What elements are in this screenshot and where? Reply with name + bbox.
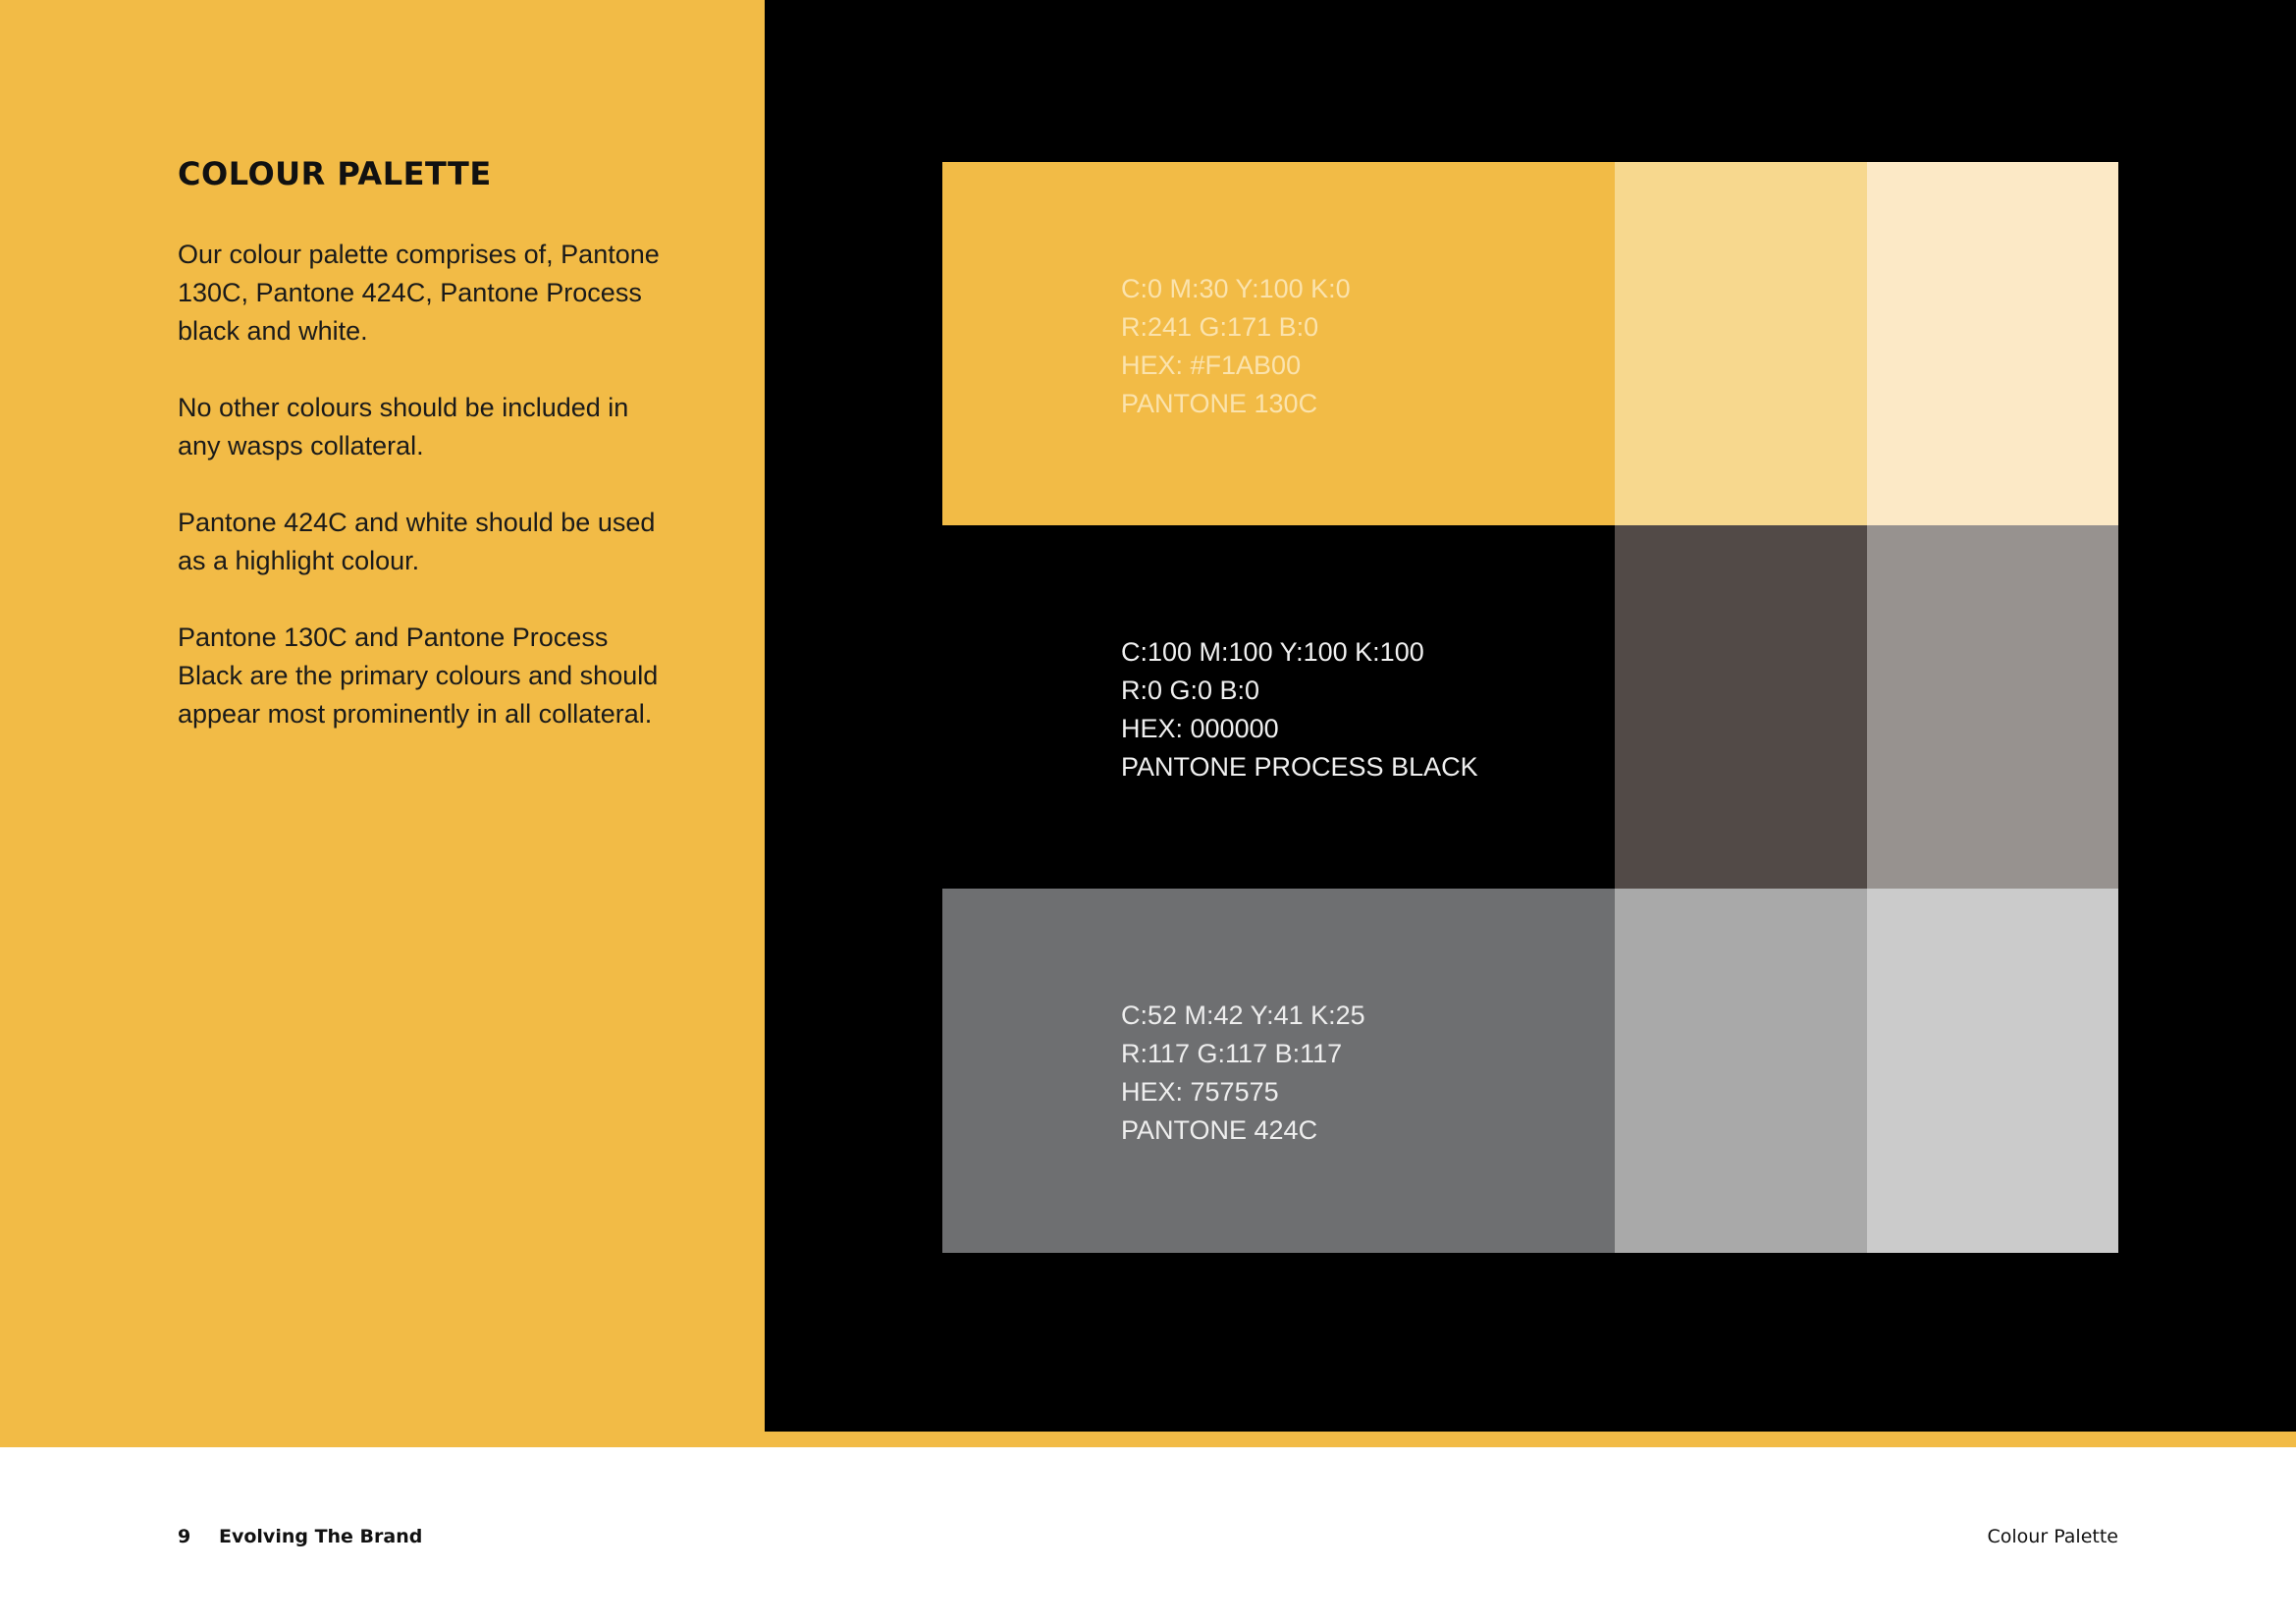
colour-swatch-grid — [942, 162, 2118, 1253]
paragraph: Pantone 130C and Pantone Process Black are the primary colours and should appear most prominently in all collateral. — [178, 623, 659, 729]
swatch-pantone-130c — [942, 162, 1615, 525]
paragraph: Pantone 424C and white should be used as a highlight colour. — [178, 508, 656, 575]
paragraph: Our colour palette comprises of, Pantone 130C, Pantone 424C, Pantone Process black and white. — [178, 240, 660, 346]
swatch-process-black — [942, 525, 1615, 889]
rgb-value: R:117 G:117 B:117 — [1121, 1039, 1343, 1068]
swatch-spec — [1121, 633, 1478, 786]
hex-value: HEX: #F1AB00 — [1121, 351, 1302, 380]
swatch-tint-1 — [1615, 162, 1867, 525]
page-heading: COLOUR PALETTE — [178, 155, 492, 192]
cmyk-value: C:100 M:100 Y:100 K:100 — [1121, 637, 1424, 667]
page-number: 9 — [178, 1526, 191, 1547]
hex-value: HEX: 757575 — [1121, 1077, 1279, 1107]
document-title: Evolving The Brand — [219, 1526, 423, 1547]
swatch-row-pantone-130c — [942, 162, 2118, 525]
swatch-spec — [1121, 997, 1365, 1150]
swatch-pantone-424c — [942, 889, 1615, 1253]
divider-strip — [765, 1432, 2296, 1447]
hex-value: HEX: 000000 — [1121, 714, 1279, 743]
swatch-tint-2 — [1867, 525, 2118, 889]
section-name: Colour Palette — [1987, 1526, 2118, 1547]
pantone-name: PANTONE 130C — [1121, 389, 1318, 418]
cmyk-value: C:0 M:30 Y:100 K:0 — [1121, 274, 1351, 303]
swatch-tint-1 — [1615, 889, 1867, 1253]
pantone-name: PANTONE PROCESS BLACK — [1121, 752, 1478, 782]
swatch-row-pantone-424c — [942, 889, 2118, 1253]
cmyk-value: C:52 M:42 Y:41 K:25 — [1121, 1001, 1365, 1030]
swatch-tint-1 — [1615, 525, 1867, 889]
body-text — [178, 236, 678, 772]
paragraph: No other colours should be included in any wasps collateral. — [178, 393, 629, 460]
swatch-spec — [1121, 270, 1351, 423]
pantone-name: PANTONE 424C — [1121, 1115, 1318, 1145]
swatch-row-process-black — [942, 525, 2118, 889]
swatch-tint-2 — [1867, 162, 2118, 525]
rgb-value: R:241 G:171 B:0 — [1121, 312, 1319, 342]
rgb-value: R:0 G:0 B:0 — [1121, 676, 1260, 705]
swatch-tint-2 — [1867, 889, 2118, 1253]
